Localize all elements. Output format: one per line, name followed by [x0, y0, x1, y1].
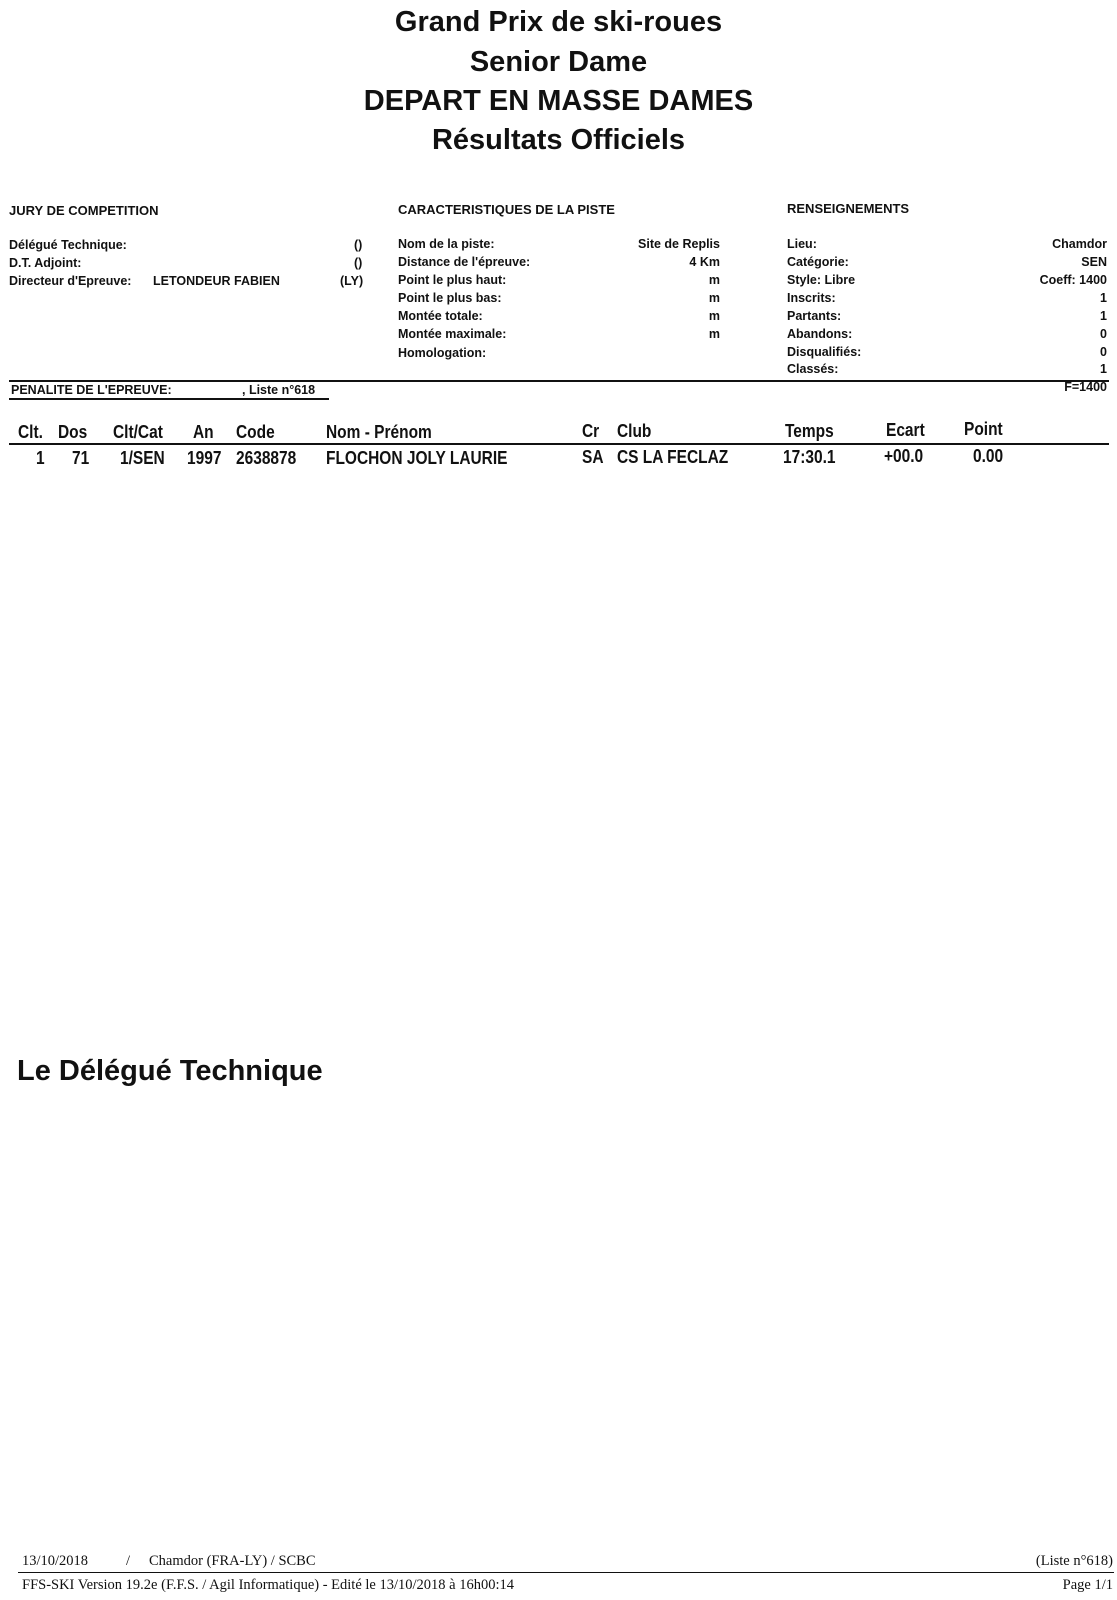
- info-label: Inscrits:: [787, 291, 836, 305]
- piste-value: m: [708, 309, 720, 323]
- info-label: Catégorie:: [787, 255, 849, 269]
- footer-list: (Liste n°618): [1035, 1553, 1113, 1569]
- info-label: Abandons:: [787, 327, 853, 341]
- results-header-rule: [9, 443, 1109, 445]
- jury-name: LETONDEUR FABIEN: [153, 274, 280, 288]
- piste-value: m: [708, 273, 720, 287]
- signature-label: Le Délégué Technique: [17, 1055, 323, 1087]
- title-line-2: Senior Dame: [469, 46, 648, 78]
- piste-label: Distance de l'épreuve:: [398, 255, 531, 269]
- col-header: Cr: [582, 421, 600, 441]
- info-label: Lieu:: [787, 237, 817, 251]
- info-label: Partants:: [787, 309, 842, 323]
- penalty-list: , Liste n°618: [242, 383, 316, 397]
- info-value: Coeff: 1400: [1039, 273, 1107, 287]
- col-header: Clt.: [18, 422, 43, 442]
- info-label: Style: Libre: [787, 273, 856, 287]
- info-value: SEN: [1081, 255, 1107, 269]
- info-label: Disqualifiés:: [787, 345, 862, 359]
- jury-code: (): [354, 238, 363, 252]
- piste-label: Homologation:: [398, 346, 487, 360]
- piste-label: Montée totale:: [398, 309, 483, 323]
- jury-label: Délégué Technique:: [9, 238, 127, 252]
- cell-year: 1997: [187, 448, 222, 468]
- cell-time: 17:30.1: [783, 447, 836, 467]
- footer-version: FFS-SKI Version 19.2e (F.F.S. / Agil Informatique) - Edité le 13/10/2018 à 16h00:14: [22, 1577, 515, 1593]
- title-line-3: DEPART EN MASSE DAMES: [363, 85, 754, 117]
- col-header: Temps: [785, 421, 834, 441]
- title-line-4: Résultats Officiels: [431, 124, 686, 156]
- jury-code: (): [354, 256, 363, 270]
- cell-clt: 1: [36, 448, 45, 468]
- col-header: Point: [964, 419, 1003, 439]
- footer-page: Page 1/1: [1062, 1577, 1113, 1593]
- cell-name: FLOCHON JOLY LAURIE: [326, 448, 508, 468]
- info-label: Classés:: [787, 362, 839, 376]
- piste-value: 4 Km: [689, 255, 720, 269]
- info-value: 1: [1100, 291, 1107, 305]
- piste-label: Point le plus bas:: [398, 291, 502, 305]
- penalty-label: PENALITE DE L'EPREUVE:: [11, 383, 172, 397]
- penalty-top-rule: [9, 380, 1109, 382]
- cell-club: CS LA FECLAZ: [617, 447, 729, 467]
- info-value: 0: [1100, 327, 1107, 341]
- title-line-1: Grand Prix de ski-roues: [394, 6, 723, 38]
- piste-value: m: [708, 291, 720, 305]
- info-value: 0: [1100, 345, 1107, 359]
- piste-value: m: [708, 327, 720, 341]
- jury-code: (LY): [340, 274, 364, 288]
- cell-gap: +00.0: [884, 446, 924, 466]
- col-header: Code: [236, 422, 275, 442]
- cell-dos: 71: [72, 448, 90, 468]
- penalty-underline: [9, 398, 329, 400]
- jury-label: D.T. Adjoint:: [9, 256, 82, 270]
- piste-label: Point le plus haut:: [398, 273, 507, 287]
- col-header: Ecart: [886, 420, 925, 440]
- jury-label: Directeur d'Epreuve:: [9, 274, 132, 288]
- col-header: Clt/Cat: [113, 422, 163, 442]
- penalty-factor: F=1400: [1064, 380, 1107, 394]
- piste-value: Site de Replis: [638, 237, 720, 251]
- footer-rule: [18, 1572, 1114, 1573]
- info-value: 1: [1100, 309, 1107, 323]
- info-value: Chamdor: [1052, 237, 1107, 251]
- col-header: Nom - Prénom: [326, 422, 432, 442]
- jury-heading: JURY DE COMPETITION: [9, 203, 159, 218]
- col-header: An: [193, 422, 214, 442]
- info-heading: RENSEIGNEMENTS: [787, 201, 910, 216]
- cell-clt-cat: 1/SEN: [120, 448, 165, 468]
- footer-place: Chamdor (FRA-LY) / SCBC: [149, 1553, 316, 1569]
- col-header: Club: [617, 421, 652, 441]
- cell-code: 2638878: [236, 448, 297, 468]
- footer-date: 13/10/2018: [22, 1553, 89, 1569]
- footer-separator: /: [126, 1553, 131, 1569]
- cell-region: SA: [582, 447, 604, 467]
- piste-heading: CARACTERISTIQUES DE LA PISTE: [398, 202, 615, 217]
- piste-label: Nom de la piste:: [398, 237, 495, 251]
- info-value: 1: [1100, 362, 1107, 376]
- piste-label: Montée maximale:: [398, 327, 507, 341]
- col-header: Dos: [58, 422, 88, 442]
- cell-points: 0.00: [973, 446, 1004, 466]
